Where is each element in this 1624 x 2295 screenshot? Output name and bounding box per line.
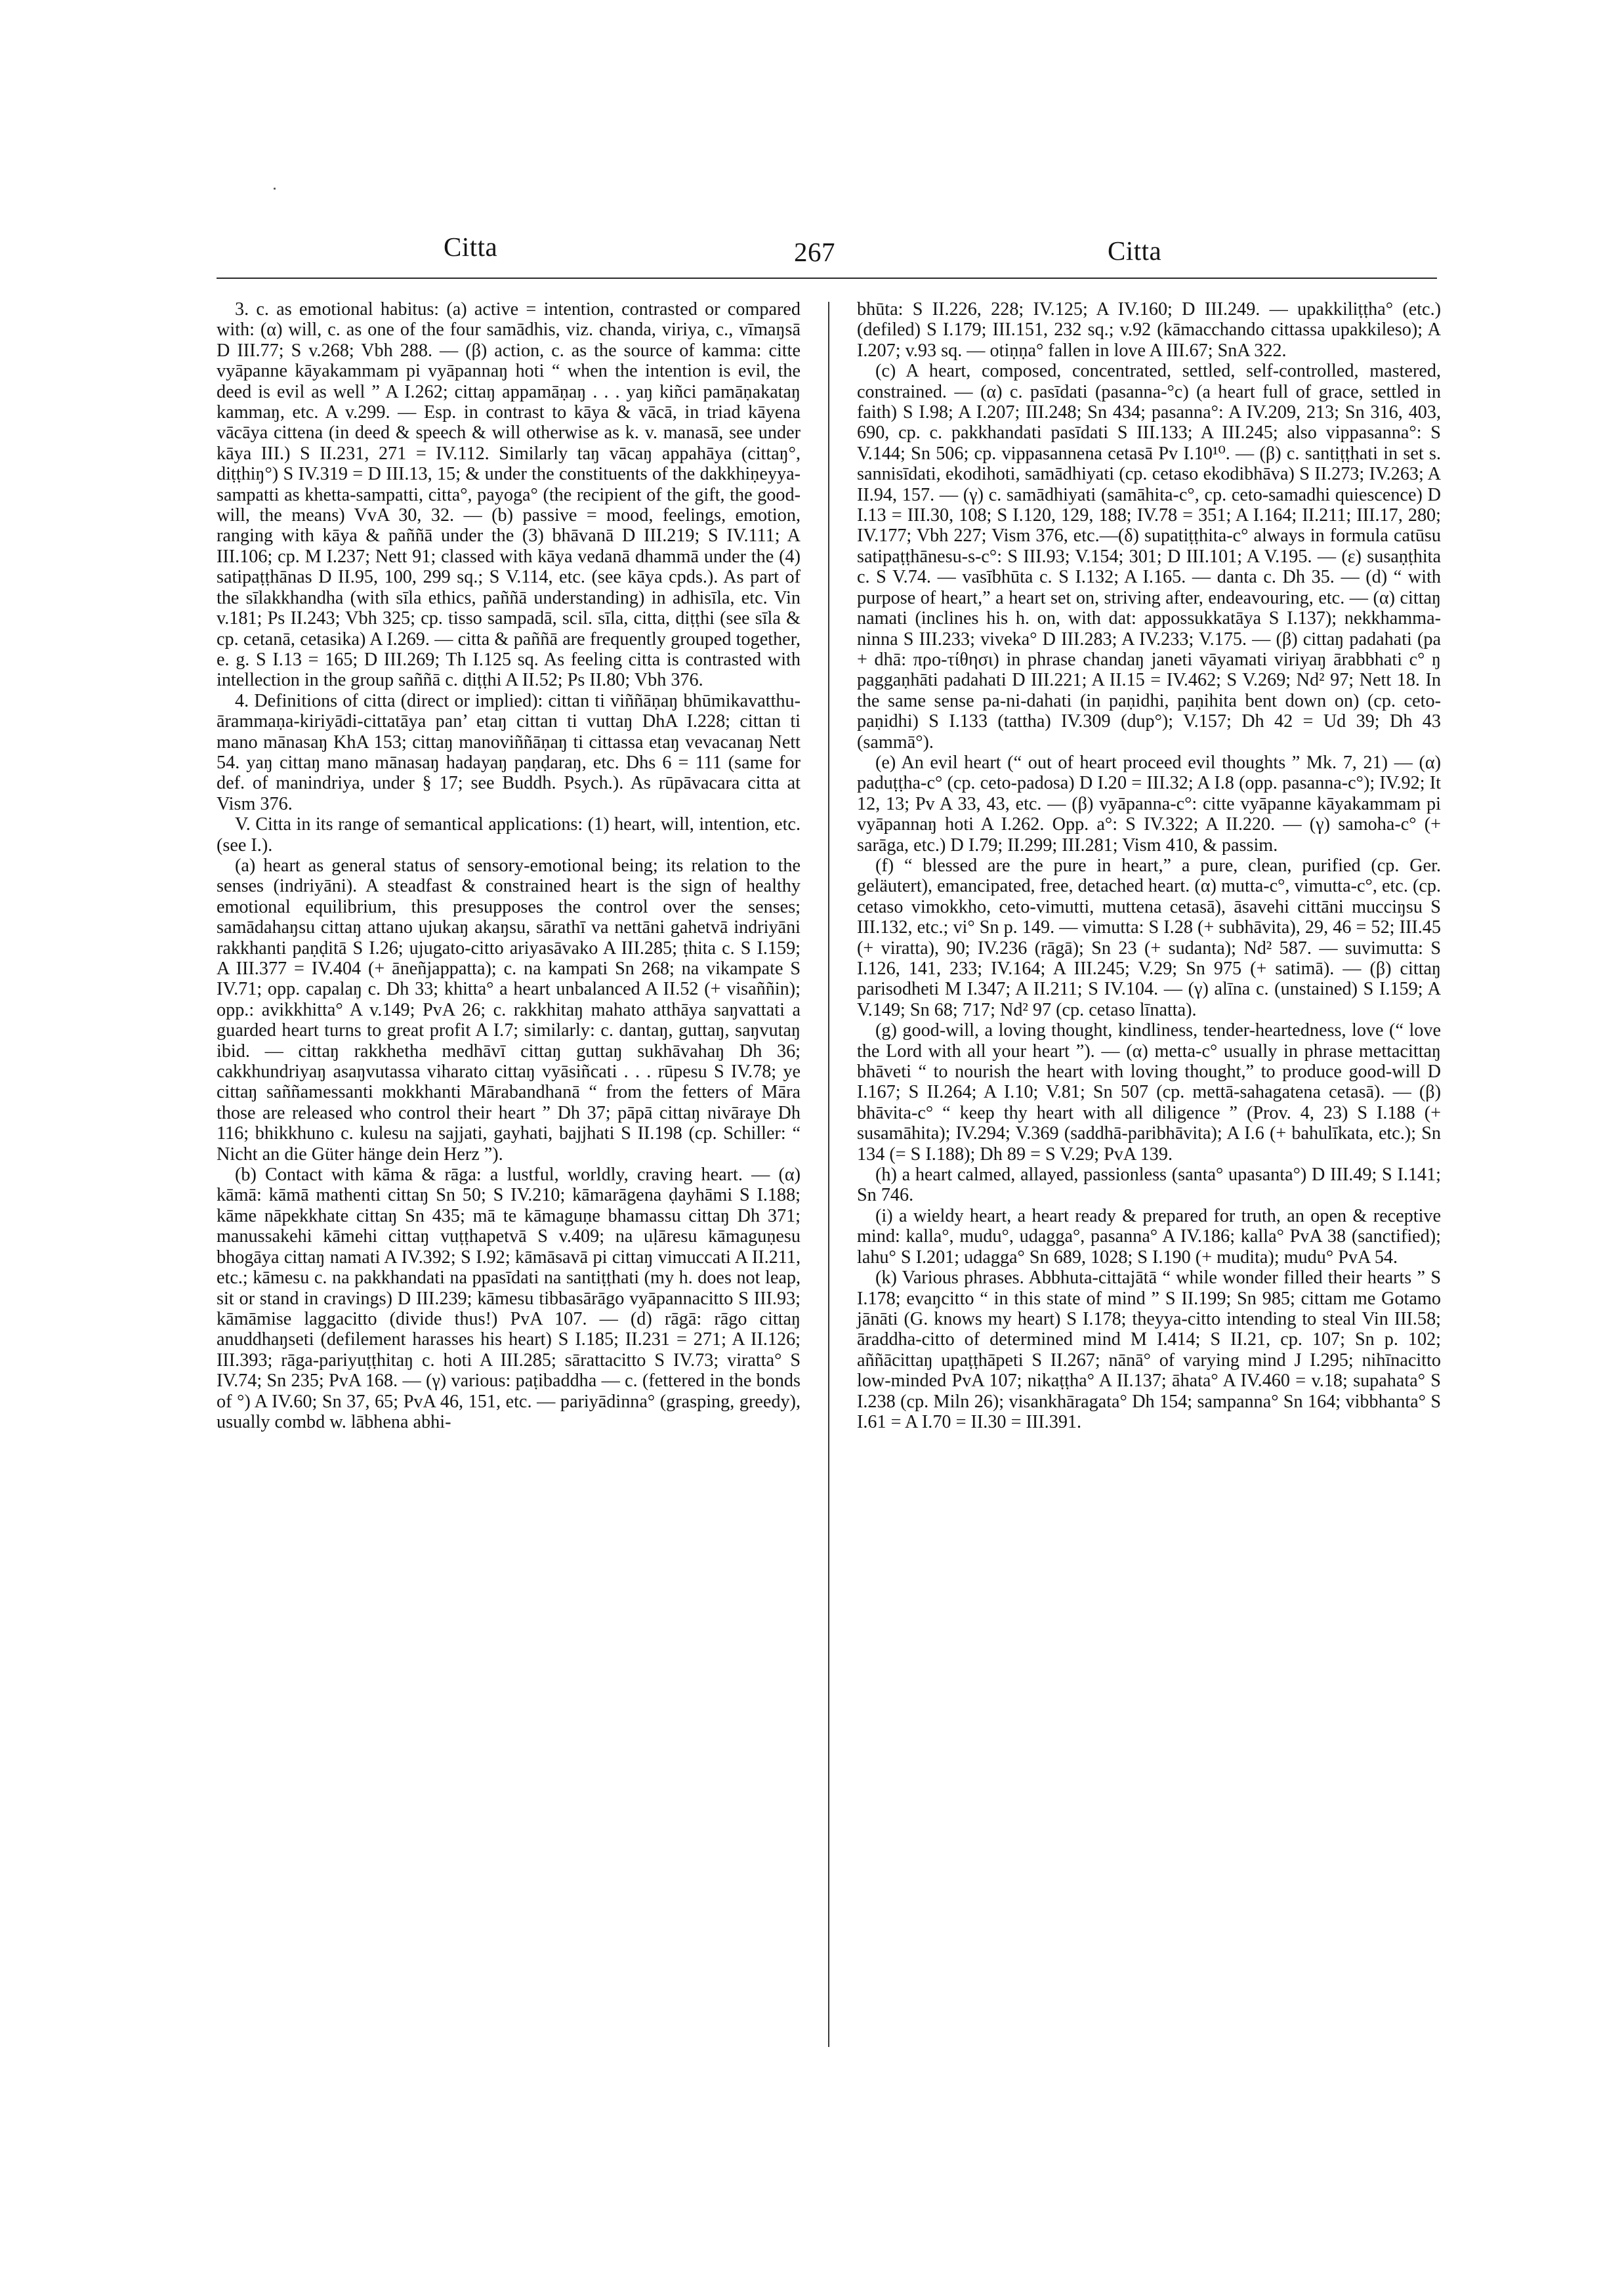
paragraph-definitions: 4. Definitions of citta (direct or implied): cittan ti viññāṇaŋ bhūmikavatthu-ārammaṇa-kiriyādi-cittatāya pan’ etaŋ cittan ti vuttaŋ DhA I.228; cittan ti mano mānasaŋ KhA 153; cittaŋ manoviññāṇaŋ ti cittassa etaŋ vevacanaŋ Nett 54. yaŋ cittaŋ mano mānasaŋ hadayaŋ paṇḍaraŋ, etc. Dhs 6 = 111 (same for def. of manindriya, under § 17; see Buddh. Psych.). As rūpāvacara citta at Vism 376.	[217, 690, 801, 814]
paragraph-emotional-habitus: 3. c. as emotional habitus: (a) active = intention, contrasted or compared with: (α) will, c. as one of the four samādhis, viz. chanda, viriya, c., vīmaŋsā D III.77; S v.268; Vbh 288. — (β) action, c. as the source of kamma: citte vyāpanne kāyakammam pi vyāpannaŋ hoti “ when the intention is evil, the deed is evil as well ” A I.262; cittaŋ appamāṇaŋ . . . yaŋ kiñci pamāṇakataŋ kammaŋ, etc. A v.299. — Esp. in contrast to kāya & vācā, in triad kāyena vācāya cittena (in deed & speech & will otherwise as k. v. manasā, see under kāya III.) S II.231, 271 = IV.112. Similarly taŋ vācaŋ appahāya (cittaŋ°, diṭṭhiŋ°) S IV.319 = D III.13, 15; & under the constituents of the dakkhiṇeyya-sampatti as khetta-sampatti, citta°, payoga° (the recipient of the gift, the good-will, the means) VvA 30, 32. — (b) passive = mood, feelings, emotion, ranging with kāya & paññā under the (3) bhāvanā D III.219; S IV.111; A III.106; cp. M I.237; Nett 91; classed with kāya vedanā dhammā under the (4) satipaṭṭhānas D II.95, 100, 299 sq.; S V.114, etc. (see kāya cpds.). As part of the sīlakkhandha (with sīla ethics, paññā understanding) in adhisīla, etc. Vin v.181; Ps II.243; Vbh 325; cp. tisso sampadā, scil. sīla, citta, diṭṭhi (see sīla & cp. cetanā, cetasika) A I.269. — citta & paññā are frequently grouped together, e. g. S I.13 = 165; D III.269; Th I.125 sq. As feeling citta is contrasted with intellection in the group saññā c. diṭṭhi A II.52; Ps II.80; Vbh 376.	[217, 299, 801, 691]
header-rule	[217, 278, 1437, 279]
column-divider	[828, 302, 829, 2047]
scan-speck	[274, 188, 276, 190]
paragraph-wieldy-heart: (i) a wieldy heart, a heart ready & prepared for truth, an open & receptive mind: kalla°, mudu°, udagga°, pasanna° A IV.186; kalla° PvA 38 (sanctified); lahu° S I.201; udagga° Sn 689, 1028; S I.190 (+ mudita); mudu° PvA 54.	[857, 1205, 1441, 1268]
right-column	[857, 299, 1441, 1432]
paragraph-heart-general: (a) heart as general status of sensory-emotional being; its relation to the senses (indriyāni). A steadfast & constrained heart is the sign of healthy emotional equilibrium, this presupposes the control over the senses; samādahaŋsu cittaŋ attano ujukaŋ akaŋsu, sārathī va nettāni gahetvā indriyāni rakkhanti paṇḍitā S I.26; ujugato-citto ariyasāvako A III.285; ṭhita c. S I.159; A III.377 = IV.404 (+ āneñjappatta); c. na kampati Sn 268; na vikampate S IV.71; opp. capalaŋ c. Dh 33; khitta° a heart unbalanced A II.52 (+ visaññin); opp.: avikkhitta° A v.149; PvA 26; c. rakkhitaŋ mahato atthāya saŋvattati a guarded heart turns to great profit A I.7; similarly: c. dantaŋ, guttaŋ, saŋvutaŋ ibid. — cittaŋ rakkhetha medhāvī cittaŋ guttaŋ sukhāvahaŋ Dh 36; cakkhundriyaŋ asaŋvutassa viharato cittaŋ vyāsiñcati . . . rūpesu S IV.78; ye cittaŋ saññamessanti mokkhanti Mārabandhanā “ from the fetters of Māra those are released who control their heart ” Dh 37; pāpā cittaŋ nivāraye Dh 116; bhikkhuno c. kulesu na sajjati, gayhati, bajjhati S II.198 (cp. Schiller: “ Nicht an die Güter hänge dein Herz ”).	[217, 855, 801, 1165]
left-guide-word: Citta	[444, 232, 498, 262]
paragraph-various-phrases: (k) Various phrases. Abbhuta-cittajātā “ while wonder filled their hearts ” S I.178; evaŋcitto “ in this state of mind ” S II.199; Sn 985; cittam me Gotamo jānāti (G. knows my heart) S I.178; theyya-citto intending to steal Vin III.58; āraddha-citto of determined mind M I.414; S II.21, cp. 107; Sn p. 102; aññācittaŋ upaṭṭhāpeti S II.267; nānā° of varying mind J I.295; nihīnacitto low-minded PvA 107; nikaṭṭha° A II.137; āhata° A IV.460 = v.18; supahata° S I.238 (cp. Miln 26); visankhāragata° Dh 154; sampanna° Sn 164; vibbhanta° S I.61 = A I.70 = II.30 = III.391.	[857, 1268, 1441, 1432]
paragraph-pure-heart: (f) “ blessed are the pure in heart,” a pure, clean, purified (cp. Ger. geläutert), emancipated, free, detached heart. (α) mutta-c°, vimutta-c°, etc. (cp. cetaso vimokkho, ceto-vimutti, muttena cetasā), āsavehi cittāni mucciŋsu S III.132, etc.; vi° Sn p. 149. — vimutta: S I.28 (+ subhāvita), 29, 46 = 52; III.45 (+ viratta), 90; IV.236 (rāgā); Sn 23 (+ sudanta); Nd² 587. — suvimutta: S I.126, 141, 233; IV.164; A III.245; V.29; Sn 975 (+ satimā). — (β) cittaŋ parisodheti M I.347; A II.211; S IV.104. — (γ) alīna c. (unstained) S I.159; A V.149; Sn 68; 717; Nd² 97 (cp. cetaso līnatta).	[857, 855, 1441, 1020]
page-number: 267	[794, 237, 835, 267]
page-header	[217, 231, 1437, 277]
paragraph-calmed-heart: (h) a heart calmed, allayed, passionless (santa° upasanta°) D III.49; S I.141; Sn 746.	[857, 1165, 1441, 1206]
paragraph-continuation: bhūta: S II.226, 228; IV.125; A IV.160; D III.249. — upakkiliṭṭha° (etc.) (defiled) S I.179; III.151, 232 sq.; v.92 (kāmacchando cittassa upakkileso); A I.207; v.93 sq. — otiṇṇa° fallen in love A III.67; SnA 322.	[857, 299, 1441, 361]
left-column	[217, 299, 801, 1432]
paragraph-kama-raga: (b) Contact with kāma & rāga: a lustful, worldly, craving heart. — (α) kāmā: kāmā mathenti cittaŋ Sn 50; S IV.210; kāmarāgena ḍayhāmi S I.188; kāme nāpekkhate cittaŋ Sn 435; mā te kāmaguṇe bhamassu cittaŋ Dh 371; manussakehi kāmehi cittaŋ vuṭṭhapetvā S v.409; na uḷāresu kāmaguṇesu bhogāya cittaŋ namati A IV.392; S I.92; kāmāsavā pi cittaŋ vimuccati A II.211, etc.; kāmesu c. na pakkhandati na ppasīdati na santiṭṭhati (my h. does not leap, sit or stand in cravings) D III.239; kāmesu tibbasārāgo vyāpannacitto S III.93; kāmāmise laggacitto (divide thus!) PvA 107. — (d) rāgā: rāgo cittaŋ anuddhaŋseti (defilement harasses his heart) S I.185; II.231 = 271; A II.126; III.393; rāga-pariyuṭṭhitaŋ c. hoti A III.285; sārattacitto S IV.73; viratta° S IV.74; Sn 235; PvA 168. — (γ) various: paṭibaddha — c. (fettered in the bonds of °) A IV.60; Sn 37, 65; PvA 46, 151, etc. — pariyādinna° (grasping, greedy), usually combd w. lābhena abhi-	[217, 1165, 801, 1432]
paragraph-evil-heart: (e) An evil heart (“ out of heart proceed evil thoughts ” Mk. 7, 21) — (α) paduṭṭha-c° (cp. ceto-padosa) D I.20 = III.32; A I.8 (opp. pasanna-c°); IV.92; It 12, 13; Pv A 33, 43, etc. — (β) vyāpanna-c°: citte vyāpanne kāyakammam pi vyāpannaŋ hoti A I.262. Opp. a°: S IV.322; A II.220. — (γ) samoha-c° (+ sarāga, etc.) D I.79; II.299; III.281; Vism 410, & passim.	[857, 752, 1441, 856]
paragraph-semantical-applications: V. Citta in its range of semantical applications: (1) heart, will, intention, etc. (see I.).	[217, 814, 801, 856]
paragraph-good-will: (g) good-will, a loving thought, kindliness, tender-heartedness, love (“ love the Lord with all your heart ”). — (α) metta-c° usually in phrase mettacittaŋ bhāveti “ to nourish the heart with loving thought,” to produce good-will D I.167; S II.264; A I.10; V.81; Sn 507 (cp. mettā-sahagatena cetasā). — (β) bhāvita-c° “ keep thy heart with all diligence ” (Prov. 4, 23) S I.188 (+ susamāhita); IV.294; V.369 (saddhā-paribhāvita); A I.6 (+ bahulīkata, etc.); Sn 134 (= S I.188); Dh 89 = S V.29; PvA 139.	[857, 1020, 1441, 1165]
right-guide-word: Citta	[1108, 236, 1162, 266]
paragraph-composed-heart: (c) A heart, composed, concentrated, settled, self-controlled, mastered, constrained. — (α) c. pasīdati (pasanna-°c) (a heart full of grace, settled in faith) S I.98; A I.207; III.248; Sn 434; pasanna°: A IV.209, 213; Sn 316, 403, 690, cp. c. pakkhandati pasīdati S III.133; A III.245; also vippasanna°: S V.144; Sn 506; cp. vippasannena cetasā Pv I.10¹⁰. — (β) c. santiṭṭhati in set s. sannisīdati, ekodihoti, samādhiyati (cp. cetaso ekodibhāva) S II.273; IV.263; A II.94, 157. — (γ) c. samādhiyati (samāhita-c°, cp. ceto-samadhi quiescence) D I.13 = III.30, 108; S I.120, 129, 188; IV.78 = 351; A I.164; II.211; III.17, 280; IV.177; Vbh 227; Vism 376, etc.—(δ) supatiṭṭhita-c° always in formula catūsu satipaṭṭhānesu-s-c°: S III.93; V.154; 301; D III.101; A V.195. — (ε) susaṇṭhita c. S V.74. — vasībhūta c. S I.132; A I.165. — danta c. Dh 35. — (d) “ with purpose of heart,” a heart set on, striving after, endeavouring, etc. — (α) cittaŋ namati (inclines his h. on, with dat: appossukkatāya S I.137); nekkhamma-ninna S III.233; viveka° D III.283; A IV.233; V.175. — (β) cittaŋ padahati (pa + dhā: προ-τίθησι) in phrase chandaŋ janeti vāyamati viriyaŋ ārabbhati c° ŋ paggaṇhāti padahati D III.221; A II.15 = IV.462; S V.269; Nd² 97; Nett 18. In the same sense pa-ni-dahati (in paṇidhi, paṇihita bent down on) (cp. ceto-paṇidhi) S I.133 (tattha) IV.309 (dup°); V.157; Dh 42 = Ud 39; Dh 43 (sammā°).	[857, 361, 1441, 753]
